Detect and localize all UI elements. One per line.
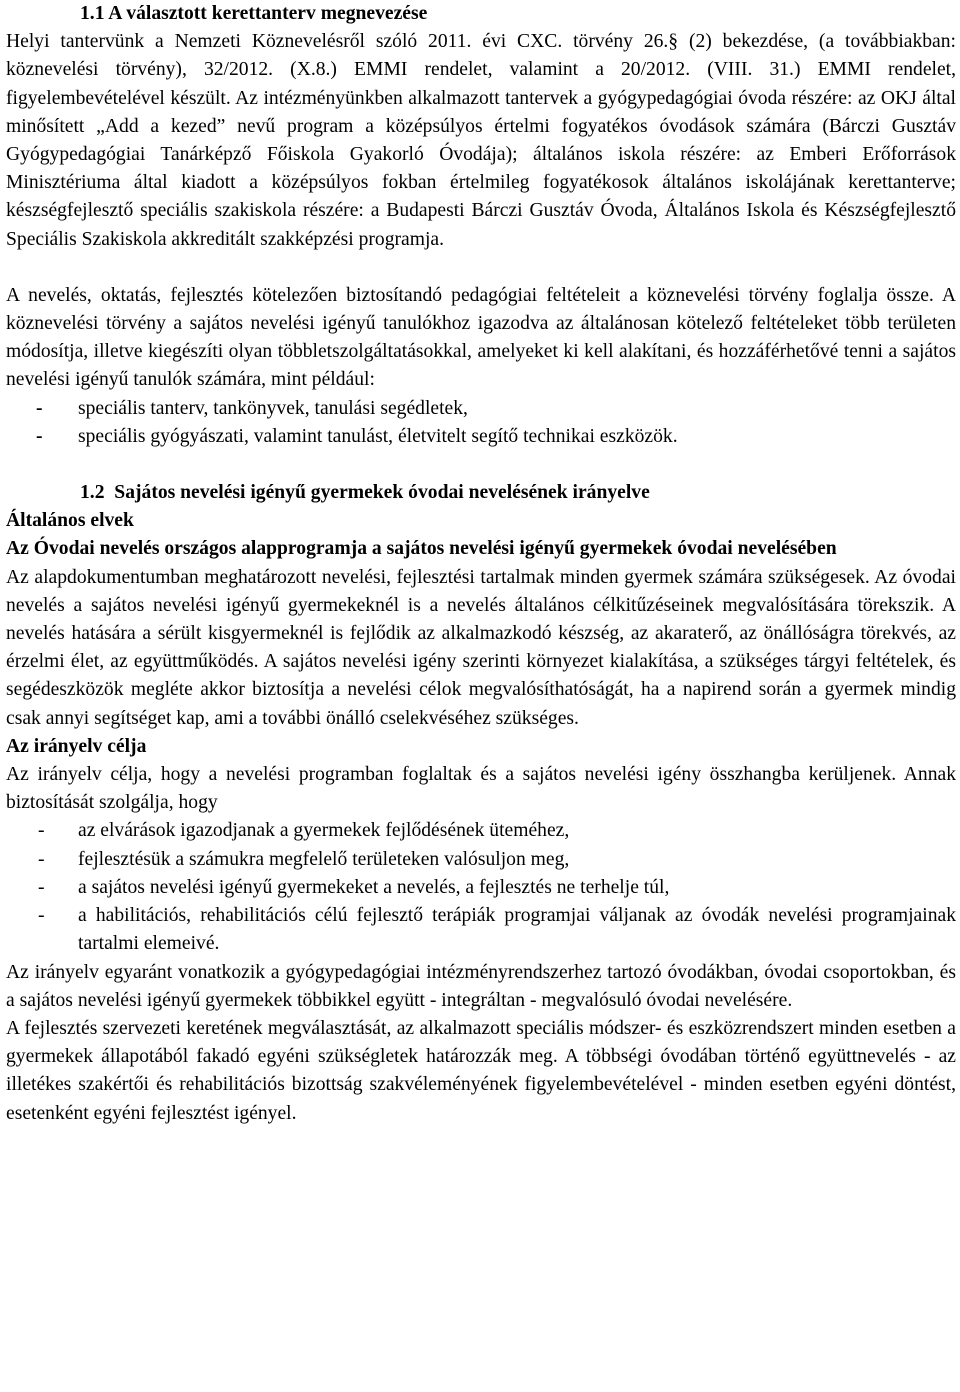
paragraph-goal: Az irányelv célja, hogy a nevelési programban foglaltak és a sajátos nevelési igény összhangba kerüljenek. Annak biztosítását szolgálja, hogy (6, 764, 956, 814)
goal-list (6, 817, 956, 958)
paragraph-organization: A fejlesztés szervezeti keretének megválasztását, az alkalmazott speciális módszer- és eszközrendszert minden esetben a gyermekek állapotából fakadó egyéni szükségletek határozzák meg. A többségi óvodában történő együttnevelés - az illetékes szakértői és rehabilitációs bizottság szakvéleményének figyelembevételével - minden esetben egyéni döntést, esetenként egyéni fejlesztést igényel. (6, 1017, 956, 1124)
section-heading-1-2 (6, 479, 956, 507)
section-title: Sajátos nevelési igényű gyermekek óvodai nevelésének irányelve (114, 482, 650, 504)
document-page (6, 0, 956, 1128)
subheading-general-principles: Általános elvek (6, 510, 134, 532)
list-item-text: a sajátos nevelési igényű gyermekeket a nevelés, a fejlesztés ne terhelje túl, (78, 876, 670, 898)
list-item-text: speciális tanterv, tankönyvek, tanulási segédletek, (78, 397, 468, 419)
subheading-national-program: Az Óvodai nevelés országos alapprogramja a sajátos nevelési igényű gyermekek óvodai nevelésében (6, 538, 837, 560)
list-item (6, 395, 956, 423)
list-dash: - (36, 397, 43, 419)
list-item (6, 423, 956, 451)
list-item (6, 817, 956, 845)
list-item-text: speciális gyógyászati, valamint tanulást, életvitelt segítő technikai eszközök. (78, 425, 678, 447)
list-item (6, 874, 956, 902)
list-dash: - (36, 425, 43, 447)
paragraph-program: Az alapdokumentumban meghatározott nevelési, fejlesztési tartalmak minden gyermek számára szükségesek. Az óvodai nevelés a sajátos nevelési igényű gyermekeknél is a nevelés általános célkitűzéseinek megvalósítására törekszik. A nevelés hatására a sérült kisgyermeknél is fejlődik az alkalmazkodó készség, az akaraterő, az önállóságra törekvés, az érzelmi élet, az együttműködés. A sajátos nevelési igény szerinti környezet kialakítása, a szükséges tárgyi feltételek, és segédeszközök megléte akkor biztosítja a nevelési célok megvalósíthatóságát, ha a napirend során a gyermek mindig csak annyi segítséget kap, ami a további önálló cselekvéséhez szükséges. (6, 566, 956, 729)
list-dash: - (38, 876, 45, 898)
list-item (6, 902, 956, 958)
section-number: 1.2 (80, 482, 105, 504)
list-dash: - (38, 905, 45, 927)
list-item (6, 846, 956, 874)
list-item-text: fejlesztésük a számukra megfelelő területeken valósuljon meg, (78, 848, 570, 870)
list-item-text: a habilitációs, rehabilitációs célú fejlesztő terápiák programjai váljanak az óvodák nevelési programjainak tartalmi elemeivé. (78, 905, 956, 955)
paragraph-curriculum: Helyi tantervünk a Nemzeti Köznevelésről szóló 2011. évi CXC. törvény 26.§ (2) bekezdése, (a továbbiakban: köznevelési törvény), 32/2012. (X.8.) EMMI rendelet, valamint a 20/2012. (VIII. 31.) EMMI rendelet, figyelembevételével készült. Az intézményünkben alkalmazott tantervek a gyógypedagógiai óvoda részére: az OKJ által minősített „Add a kezed” nevű program a középsúlyos értelmi fogyatékos óvodások számára (Bárczi Gusztáv Gyógypedagógiai Tanárképző Főiskola Gyakorló Óvodája); általános iskola részére: az Emberi Erőforrások Minisztériuma által kiadott a középsúlyos fokban értelmileg fogyatékosok általános iskolájának kerettanterve; készségfejlesztő speciális szakiskola részére: a Budapesti Bárczi Gusztáv Óvoda, Általános Iskola és Készségfejlesztő Speciális Szakiskola akkreditált szakképzési programja. (6, 31, 956, 250)
paragraph-gap (6, 254, 956, 282)
list-item-text: az elvárások igazodjanak a gyermekek fejlődésének üteméhez, (78, 820, 570, 842)
paragraph-gap (6, 451, 956, 479)
paragraph-scope: Az irányelv egyaránt vonatkozik a gyógypedagógiai intézményrendszerhez tartozó óvodákban, óvodai csoportokban, és a sajátos nevelési igényű gyermekek többikkel együtt - integráltan - megvalósuló óvodai nevelésére. (6, 961, 956, 1011)
paragraph-conditions: A nevelés, oktatás, fejlesztés kötelezően biztosítandó pedagógiai feltételeit a köznevelési törvény foglalja össze. A köznevelési törvény a sajátos nevelési igényű tanulókhoz igazodva az általánosan kötelező feltételeket több területen módosítja, illetve kiegészíti olyan többletszolgáltatásokkal, amelyeket ki kell alakítani, és hozzáférhetővé tenni a sajátos nevelési igényű tanulók számára, mint például: (6, 284, 956, 391)
subheading-goal: Az irányelv célja (6, 735, 147, 757)
list-dash: - (38, 848, 45, 870)
services-list (6, 395, 956, 451)
section-heading-1-1: 1.1 A választott kerettanterv megnevezése (80, 3, 428, 24)
list-dash: - (38, 820, 45, 842)
